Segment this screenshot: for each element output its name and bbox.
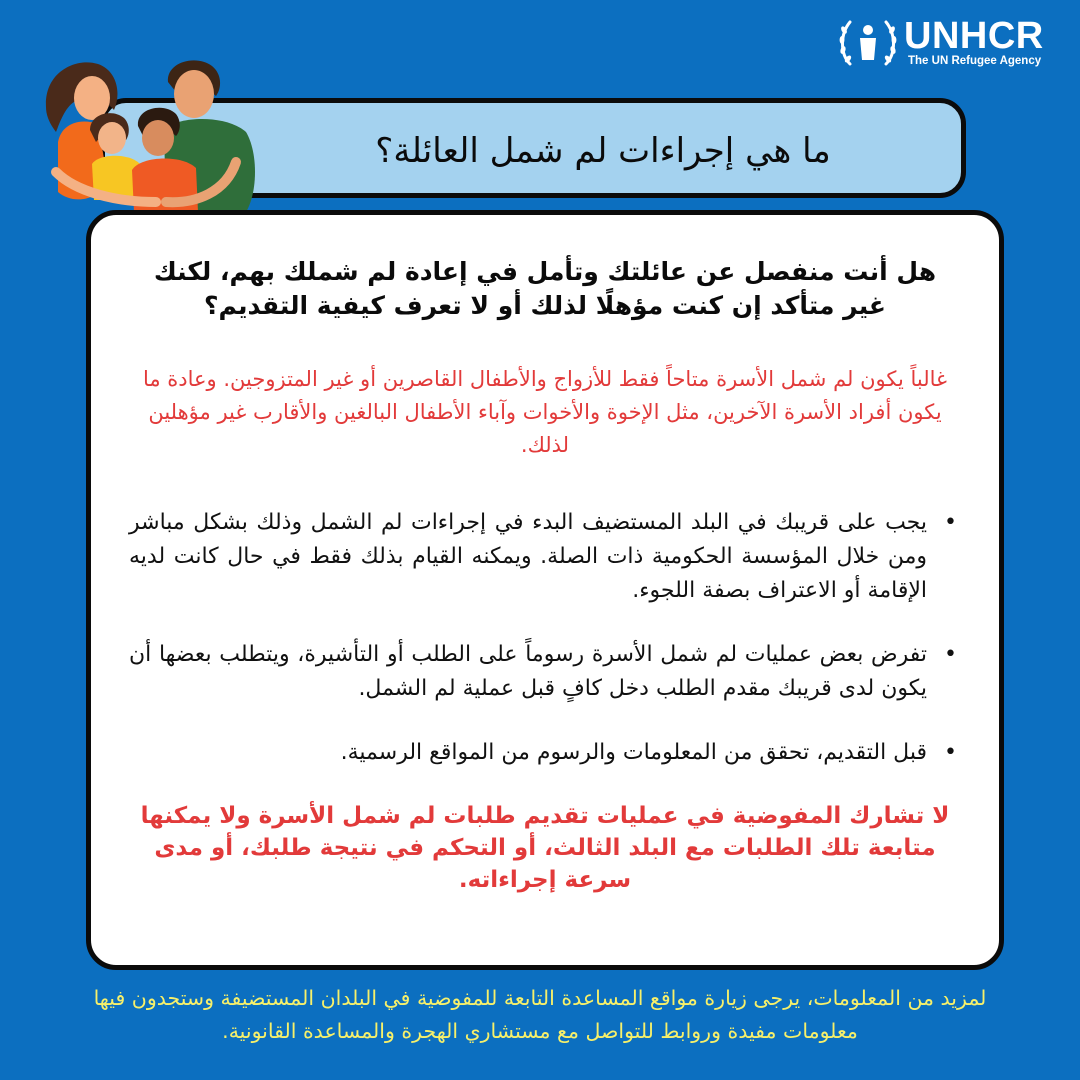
- list-item-text: قبل التقديم، تحقق من المعلومات والرسوم من المواقع الرسمية.: [340, 740, 927, 765]
- unhcr-logo: [838, 14, 1058, 70]
- list-item: [129, 736, 961, 770]
- list-item: [129, 638, 961, 706]
- unhcr-emblem-icon: [838, 16, 898, 68]
- bullet-icon: •: [944, 740, 957, 765]
- bullet-icon: •: [944, 642, 957, 667]
- list-item: [129, 506, 961, 608]
- footer-note: لمزيد من المعلومات، يرجى زيارة مواقع المساعدة التابعة للمفوضية في البلدان المستضيفة وستجدون فيها معلومات مفيدة وروابط للتواصل مع مستشاري الهجرة والمساعدة القانونية.: [93, 986, 987, 1043]
- info-points-list: [129, 506, 961, 770]
- brand-tagline: The UN Refugee Agency: [908, 55, 1042, 67]
- bullet-icon: •: [944, 510, 957, 535]
- intro-question: هل أنت منفصل عن عائلتك وتأمل في إعادة لم شملك بهم، لكنك غير متأكد إن كنت مؤهلًا لذلك أو لا تعرف كيفية التقديم؟: [153, 257, 937, 320]
- info-card-content: [129, 255, 961, 919]
- page-title: ما هي إجراءات لم شمل العائلة؟: [375, 131, 831, 171]
- eligibility-note: غالباً يكون لم شمل الأسرة متاحاً فقط للأزواج والأطفال القاصرين أو غير المتزوجين. وعادة ما يكون أفراد الأسرة الآخرين، مثل الإخوة والأخوات وآباء الأطفال البالغين والأقارب غير مؤهلين لذلك.: [142, 367, 948, 457]
- info-card: [86, 210, 1004, 970]
- list-item-text: تفرض بعض عمليات لم شمل الأسرة رسوماً على الطلب أو التأشيرة، ويتطلب بعضها أن يكون لدى قريبك مقدم الطلب دخل كافٍ قبل عملية لم الشمل.: [129, 642, 927, 701]
- brand-name: UNHCR: [904, 15, 1044, 57]
- disclaimer-warning: لا تشارك المفوضية في عمليات تقديم طلبات لم شمل الأسرة ولا يمكنها متابعة تلك الطلبات مع البلد الثالث، أو التحكم في نتيجة طلبك، أو مدى سرعة إجراءاته.: [140, 803, 950, 893]
- list-item-text: يجب على قريبك في البلد المستضيف البدء في إجراءات لم الشمل وذلك بشكل مباشر ومن خلال المؤسسة الحكومية ذات الصلة. ويمكنه القيام بذلك فقط في حال كانت لديه الإقامة أو الاعتراف بصفة اللجوء.: [129, 510, 927, 603]
- family-illustration: [36, 52, 276, 222]
